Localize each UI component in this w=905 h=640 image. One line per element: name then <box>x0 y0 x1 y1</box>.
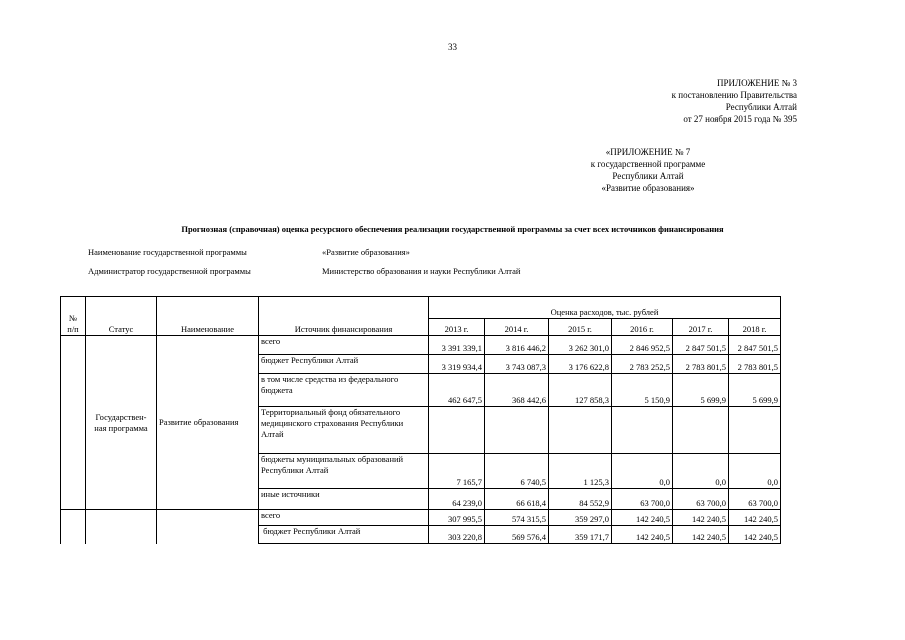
value-cell: 3 176 622,8 <box>549 355 612 374</box>
value-cell: 574 315,5 <box>485 510 549 526</box>
header-year-2016: 2016 г. <box>612 319 673 336</box>
header-year-2018: 2018 г. <box>729 319 781 336</box>
source-cell: всего <box>259 510 429 526</box>
appendix-sub-line2: к государственной программе <box>590 159 706 169</box>
header-year-2015: 2015 г. <box>549 319 612 336</box>
row-num-cell <box>61 510 86 526</box>
table-row <box>61 526 781 544</box>
value-cell: 2 783 801,5 <box>729 355 781 374</box>
row-num-cell <box>61 336 86 510</box>
value-cell: 63 700,0 <box>612 489 673 510</box>
row-num-cell <box>61 526 86 544</box>
value-cell: 3 391 339,1 <box>429 336 485 355</box>
source-cell: бюджет Республики Алтай <box>259 355 429 374</box>
admin-label: Администратор государственной программы <box>88 266 251 276</box>
header-status: Статус <box>86 297 157 336</box>
header-source: Источник финансирования <box>259 297 429 336</box>
value-cell: 5 699,9 <box>729 374 781 407</box>
value-cell: 2 783 252,5 <box>612 355 673 374</box>
value-cell: 3 262 301,0 <box>549 336 612 355</box>
value-cell: 63 700,0 <box>673 489 729 510</box>
appendix-sub <box>568 146 728 194</box>
value-cell: 142 240,5 <box>673 510 729 526</box>
source-cell: иные источники <box>259 489 429 510</box>
resource-table <box>60 296 781 544</box>
program-label: Наименование государственной программы <box>88 247 247 257</box>
value-cell: 2 846 952,5 <box>612 336 673 355</box>
document-title: Прогнозная (справочная) оценка ресурсного обеспечения реализации государственной программы за счет всех источников финансирования <box>181 224 724 234</box>
value-cell: 359 171,7 <box>549 526 612 544</box>
value-cell: 3 319 934,4 <box>429 355 485 374</box>
header-year-2013: 2013 г. <box>429 319 485 336</box>
value-cell <box>729 407 781 454</box>
value-cell: 3 743 087,3 <box>485 355 549 374</box>
value-cell: 127 858,3 <box>549 374 612 407</box>
value-cell: 63 700,0 <box>729 489 781 510</box>
source-cell: бюджеты муниципальных образований Республики Алтай <box>259 454 429 489</box>
value-cell: 462 647,5 <box>429 374 485 407</box>
header-num: № п/п <box>61 297 86 336</box>
appendix-main-line4: от 27 ноября 2015 года № 395 <box>683 114 797 124</box>
source-cell: всего <box>259 336 429 355</box>
name-cell <box>157 526 259 544</box>
header-estimate: Оценка расходов, тыс. рублей <box>429 297 781 319</box>
value-cell: 142 240,5 <box>673 526 729 544</box>
value-cell: 359 297,0 <box>549 510 612 526</box>
value-cell <box>673 407 729 454</box>
value-cell: 368 442,6 <box>485 374 549 407</box>
value-cell: 0,0 <box>612 454 673 489</box>
appendix-sub-line4: «Развитие образования» <box>601 183 695 193</box>
value-cell: 3 816 446,2 <box>485 336 549 355</box>
value-cell: 6 740,5 <box>485 454 549 489</box>
value-cell: 142 240,5 <box>729 526 781 544</box>
table-row <box>61 336 781 355</box>
value-cell: 142 240,5 <box>612 526 673 544</box>
value-cell: 2 847 501,5 <box>729 336 781 355</box>
status-cell <box>86 510 157 526</box>
appendix-sub-line1: «ПРИЛОЖЕНИЕ № 7 <box>605 147 691 157</box>
appendix-main-line3: Республики Алтай <box>725 102 797 112</box>
value-cell: 142 240,5 <box>729 510 781 526</box>
value-cell <box>485 407 549 454</box>
value-cell: 1 125,3 <box>549 454 612 489</box>
appendix-main <box>672 77 797 125</box>
value-cell: 5 150,9 <box>612 374 673 407</box>
value-cell: 2 783 801,5 <box>673 355 729 374</box>
appendix-main-line1: ПРИЛОЖЕНИЕ № 3 <box>716 78 797 88</box>
value-cell <box>549 407 612 454</box>
name-cell: Развитие образования <box>157 336 259 510</box>
value-cell: 0,0 <box>673 454 729 489</box>
value-cell: 66 618,4 <box>485 489 549 510</box>
value-cell <box>429 407 485 454</box>
value-cell: 307 995,5 <box>429 510 485 526</box>
appendix-sub-line3: Республики Алтай <box>612 171 684 181</box>
value-cell: 569 576,4 <box>485 526 549 544</box>
value-cell: 2 847 501,5 <box>673 336 729 355</box>
source-cell: в том числе средства из федерального бюджета <box>259 374 429 407</box>
table-row <box>61 510 781 526</box>
value-cell: 0,0 <box>729 454 781 489</box>
value-cell: 64 239,0 <box>429 489 485 510</box>
program-value: «Развитие образования» <box>322 247 410 257</box>
header-year-2014: 2014 г. <box>485 319 549 336</box>
status-cell: Государствен- ная программа <box>86 336 157 510</box>
value-cell: 7 165,7 <box>429 454 485 489</box>
status-cell <box>86 526 157 544</box>
source-cell: Территориальный фонд обязательного медицинского страхования Республики Алтай <box>259 407 429 454</box>
value-cell: 84 552,9 <box>549 489 612 510</box>
appendix-main-line2: к постановлению Правительства <box>671 90 797 100</box>
admin-value: Министерство образования и науки Республики Алтай <box>322 266 521 276</box>
name-cell <box>157 510 259 526</box>
value-cell: 5 699,9 <box>673 374 729 407</box>
value-cell: 142 240,5 <box>612 510 673 526</box>
source-cell: бюджет Республики Алтай <box>259 526 429 544</box>
page-number: 33 <box>448 42 457 52</box>
header-year-2017: 2017 г. <box>673 319 729 336</box>
value-cell <box>612 407 673 454</box>
value-cell: 303 220,8 <box>429 526 485 544</box>
header-name: Наименование <box>157 297 259 336</box>
